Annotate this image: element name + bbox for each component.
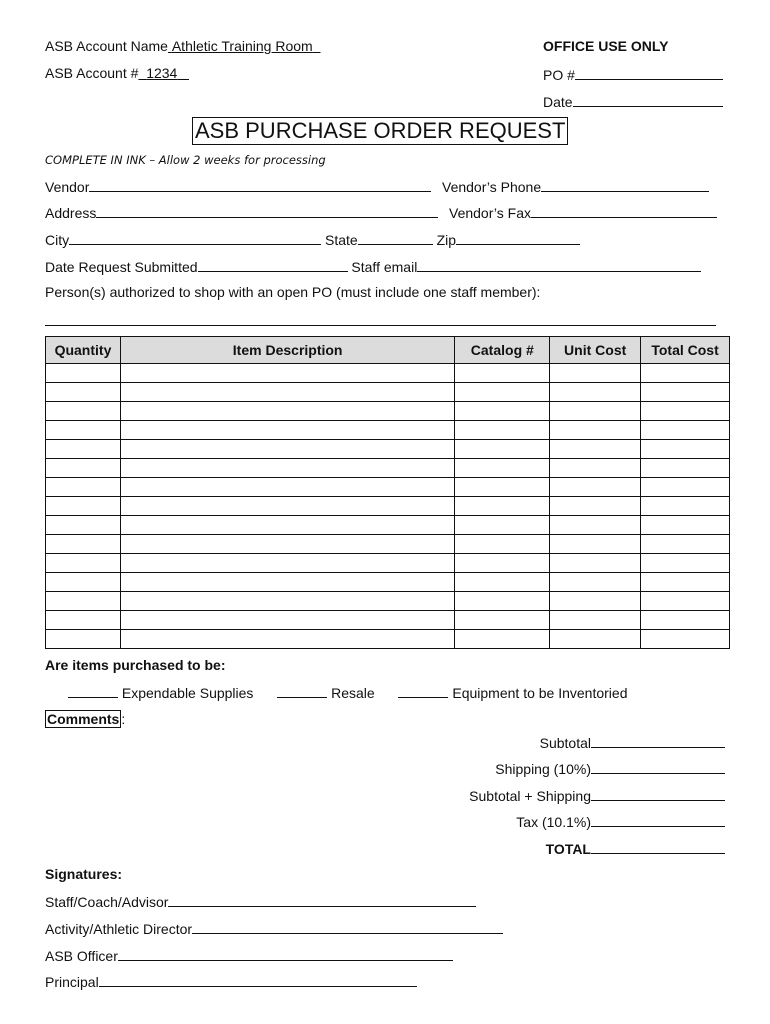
catalog-cell[interactable] (455, 478, 550, 497)
table-row (46, 383, 730, 402)
quantity-cell[interactable] (46, 402, 121, 421)
catalog-cell[interactable] (455, 516, 550, 535)
tax-row (516, 812, 725, 830)
shipping-row (495, 759, 725, 777)
vendor-phone-label: Vendor’s Phone (442, 179, 542, 195)
purchase-type-question: Are items purchased to be: (45, 657, 226, 673)
total-cost-cell[interactable] (641, 535, 730, 554)
office-use-heading: OFFICE USE ONLY (543, 38, 669, 54)
table-row (46, 592, 730, 611)
total-cost-cell[interactable] (641, 440, 730, 459)
tax-label: Tax (10.1%) (516, 814, 591, 830)
quantity-cell[interactable] (46, 573, 121, 592)
city-field[interactable] (69, 230, 321, 245)
total-cost-cell[interactable] (641, 516, 730, 535)
vendor-fax-label: Vendor’s Fax (449, 205, 531, 221)
vendor-label: Vendor (45, 179, 90, 195)
subtotal-shipping-field[interactable] (591, 786, 725, 801)
account-name-row (45, 38, 320, 54)
total-field[interactable] (591, 839, 725, 854)
description-cell[interactable] (120, 440, 454, 459)
principal-signature-label: Principal (45, 974, 99, 990)
total-cost-cell[interactable] (641, 459, 730, 478)
unit-cost-cell[interactable] (550, 364, 641, 383)
address-label: Address (45, 205, 97, 221)
col-total-cost: Total Cost (641, 337, 730, 364)
account-name-value[interactable]: Athletic Training Room (171, 38, 313, 54)
table-row (46, 497, 730, 516)
vendor-fax-row (449, 203, 717, 221)
quantity-cell[interactable] (46, 364, 121, 383)
catalog-cell[interactable] (455, 535, 550, 554)
expendable-supplies-label: Expendable Supplies (121, 685, 254, 701)
table-row (46, 459, 730, 478)
description-cell[interactable] (120, 497, 454, 516)
director-signature-row (45, 919, 503, 937)
zip-field[interactable] (456, 230, 580, 245)
description-cell[interactable] (120, 554, 454, 573)
officer-signature-field[interactable] (118, 946, 453, 961)
catalog-cell[interactable] (455, 573, 550, 592)
director-signature-field[interactable] (192, 919, 503, 934)
shipping-field[interactable] (591, 759, 725, 774)
total-cost-cell[interactable] (641, 630, 730, 649)
po-number-label: PO # (543, 67, 575, 83)
unit-cost-cell[interactable] (550, 459, 641, 478)
description-cell[interactable] (120, 402, 454, 421)
quantity-cell[interactable] (46, 630, 121, 649)
quantity-cell[interactable] (46, 421, 121, 440)
office-date-row (543, 92, 723, 110)
quantity-cell[interactable] (46, 459, 121, 478)
staff-email-label: Staff email (351, 259, 418, 275)
ink-note: COMPLETE IN INK – Allow 2 weeks for processing (45, 153, 326, 167)
resale-label: Resale (331, 685, 375, 701)
staff-signature-label: Staff/Coach/Advisor (45, 894, 169, 910)
subtotal-shipping-row (469, 786, 725, 804)
state-label: State (325, 232, 358, 248)
table-row (46, 440, 730, 459)
total-cost-cell[interactable] (641, 402, 730, 421)
catalog-cell[interactable] (455, 440, 550, 459)
signatures-heading: Signatures: (45, 866, 123, 882)
description-cell[interactable] (120, 630, 454, 649)
quantity-cell[interactable] (46, 516, 121, 535)
subtotal-label: Subtotal (539, 735, 591, 751)
table-row (46, 573, 730, 592)
comments-label: Comments (47, 711, 120, 727)
total-cost-cell[interactable] (641, 611, 730, 630)
subtotal-field[interactable] (591, 733, 725, 748)
unit-cost-cell[interactable] (550, 573, 641, 592)
description-cell[interactable] (120, 364, 454, 383)
col-item-description: Item Description (120, 337, 454, 364)
table-row (46, 630, 730, 649)
subtotal-row (540, 733, 725, 751)
total-cost-cell[interactable] (641, 554, 730, 573)
staff-signature-row (45, 892, 476, 910)
description-cell[interactable] (120, 573, 454, 592)
catalog-cell[interactable] (455, 592, 550, 611)
description-cell[interactable] (120, 592, 454, 611)
col-quantity: Quantity (46, 337, 121, 364)
vendor-phone-field[interactable] (541, 177, 709, 192)
total-cost-cell[interactable] (641, 573, 730, 592)
description-cell[interactable] (120, 459, 454, 478)
table-row (46, 402, 730, 421)
unit-cost-cell[interactable] (550, 440, 641, 459)
unit-cost-cell[interactable] (550, 630, 641, 649)
description-cell[interactable] (120, 535, 454, 554)
quantity-cell[interactable] (46, 497, 121, 516)
total-cost-cell[interactable] (641, 592, 730, 611)
total-cost-cell[interactable] (641, 383, 730, 402)
office-date-field[interactable] (573, 92, 723, 107)
vendor-phone-row (442, 177, 709, 195)
resale-field[interactable] (277, 683, 327, 698)
total-cost-cell[interactable] (641, 364, 730, 383)
description-cell[interactable] (120, 383, 454, 402)
vendor-fax-field[interactable] (531, 203, 717, 218)
catalog-cell[interactable] (455, 459, 550, 478)
catalog-cell[interactable] (455, 383, 550, 402)
expendable-supplies-field[interactable] (68, 683, 118, 698)
purchase-type-options (68, 683, 628, 701)
date-submitted-field[interactable] (198, 257, 348, 272)
date-submitted-label: Date Request Submitted (45, 259, 198, 275)
unit-cost-cell[interactable] (550, 478, 641, 497)
description-cell[interactable] (120, 421, 454, 440)
quantity-cell[interactable] (46, 535, 121, 554)
date-submitted-row (45, 257, 701, 275)
catalog-cell[interactable] (455, 497, 550, 516)
po-number-field[interactable] (575, 65, 723, 80)
authorized-label: Person(s) authorized to shop with an open PO (must include one staff member): (45, 284, 541, 300)
table-row (46, 611, 730, 630)
unit-cost-cell[interactable] (550, 421, 641, 440)
quantity-cell[interactable] (46, 554, 121, 573)
description-cell[interactable] (120, 478, 454, 497)
unit-cost-cell[interactable] (550, 592, 641, 611)
vendor-field[interactable] (89, 177, 431, 192)
equipment-field[interactable] (398, 683, 448, 698)
catalog-cell[interactable] (455, 611, 550, 630)
vendor-row (45, 177, 431, 195)
total-cost-cell[interactable] (641, 478, 730, 497)
office-date-label: Date (543, 94, 573, 110)
table-header-row (46, 337, 730, 364)
unit-cost-cell[interactable] (550, 497, 641, 516)
page-title: ASB PURCHASE ORDER REQUEST (192, 117, 568, 145)
principal-signature-field[interactable] (99, 972, 417, 987)
total-cost-cell[interactable] (641, 421, 730, 440)
table-row (46, 516, 730, 535)
quantity-cell[interactable] (46, 440, 121, 459)
comments-row: Comments : (47, 711, 126, 727)
principal-signature-row (45, 972, 417, 990)
catalog-cell[interactable] (455, 554, 550, 573)
tax-field[interactable] (591, 812, 725, 827)
catalog-cell[interactable] (455, 402, 550, 421)
description-cell[interactable] (120, 611, 454, 630)
unit-cost-cell[interactable] (550, 554, 641, 573)
table-row (46, 421, 730, 440)
staff-signature-field[interactable] (168, 892, 476, 907)
director-signature-label: Activity/Athletic Director (45, 921, 193, 937)
authorized-field[interactable] (45, 311, 716, 326)
officer-signature-row (45, 946, 453, 964)
total-label: TOTAL (545, 841, 591, 857)
total-row (546, 839, 725, 857)
table-row (46, 554, 730, 573)
account-number-row (45, 65, 189, 81)
staff-email-field[interactable] (417, 257, 701, 272)
city-label: City (45, 232, 70, 248)
address-field[interactable] (96, 203, 438, 218)
unit-cost-cell[interactable] (550, 402, 641, 421)
account-number-label: ASB Account # (45, 65, 139, 81)
quantity-cell[interactable] (46, 383, 121, 402)
table-row (46, 478, 730, 497)
catalog-cell[interactable] (455, 364, 550, 383)
col-catalog: Catalog # (455, 337, 550, 364)
col-unit-cost: Unit Cost (550, 337, 641, 364)
table-body (46, 364, 730, 649)
unit-cost-cell[interactable] (550, 535, 641, 554)
officer-signature-label: ASB Officer (45, 948, 118, 964)
table-row (46, 535, 730, 554)
address-row (45, 203, 438, 221)
catalog-cell[interactable] (455, 630, 550, 649)
items-table (45, 336, 730, 649)
shipping-label: Shipping (10%) (495, 761, 591, 777)
quantity-cell[interactable] (46, 592, 121, 611)
zip-label: Zip (436, 232, 457, 248)
account-number-value[interactable]: 1234 (146, 65, 178, 81)
subtotal-shipping-label: Subtotal + Shipping (469, 788, 591, 804)
catalog-cell[interactable] (455, 421, 550, 440)
description-cell[interactable] (120, 516, 454, 535)
unit-cost-cell[interactable] (550, 611, 641, 630)
unit-cost-cell[interactable] (550, 516, 641, 535)
account-name-label: ASB Account Name (45, 38, 168, 54)
quantity-cell[interactable] (46, 478, 121, 497)
equipment-label: Equipment to be Inventoried (452, 685, 628, 701)
comments-area[interactable] (45, 730, 445, 850)
quantity-cell[interactable] (46, 611, 121, 630)
po-number-row (543, 65, 723, 83)
unit-cost-cell[interactable] (550, 383, 641, 402)
total-cost-cell[interactable] (641, 497, 730, 516)
table-row (46, 364, 730, 383)
city-row (45, 230, 580, 248)
state-field[interactable] (358, 230, 433, 245)
